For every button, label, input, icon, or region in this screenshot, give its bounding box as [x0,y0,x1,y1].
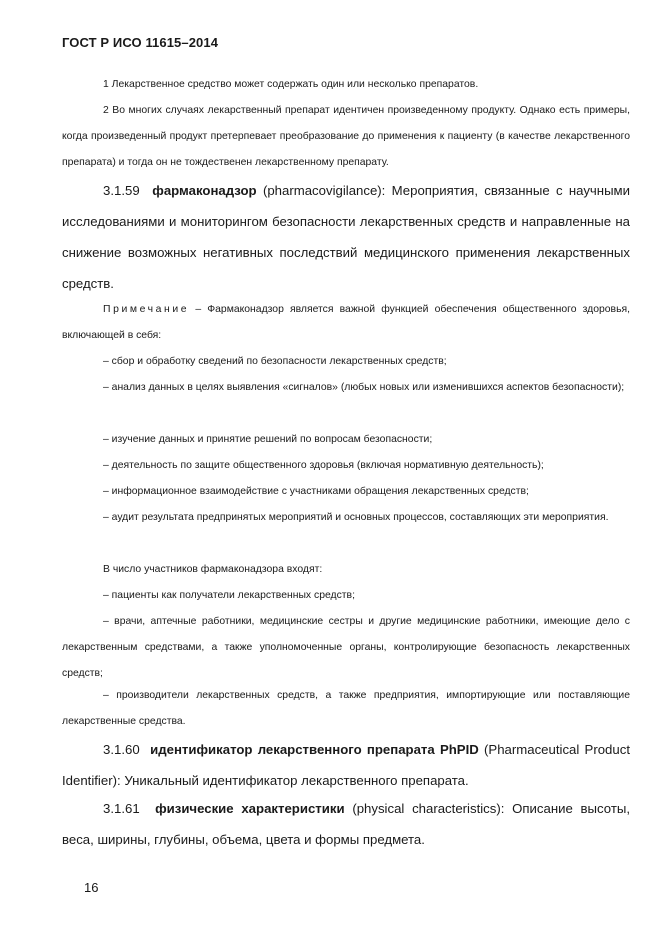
term-definition: Мероприятия, связанные с научными исследованиями и мониторингом безопасности лекарственных средств и направленные на снижение возможных негативных последствий медицинского применения лекарственных средств. [62,183,630,291]
list-item: – аудит результата предпринятых мероприятий и основных процессов, составляющих эти мероприятия. [103,512,609,523]
term-3-1-61 [62,793,630,855]
term-definition: Уникальный идентификатор лекарственного препарата. [124,773,469,788]
term-title: фармаконадзор [152,183,257,198]
list-item: – производители лекарственных средств, а также предприятия, импортирующие или поставляющие лекарственные средства. [62,690,630,727]
note-1: 1 Лекарственное средство может содержать один или несколько препаратов. [103,79,479,90]
list-item: – сбор и обработку сведений по безопасности лекарственных средств; [103,356,447,367]
document-header: ГОСТ Р ИСО 11615–2014 [62,35,219,50]
term-3-1-60 [62,734,630,796]
term-definition: Описание высоты, веса, ширины, глубины, объема, цвета и формы предмета. [62,801,630,847]
note-text: – Фармаконадзор является важной функцией обеспечения общественного здоровья, включающей в себя: [62,304,630,341]
note-block-intro [62,297,630,349]
list-item: – пациенты как получатели лекарственных средств; [103,590,355,601]
term-number: 3.1.60 [103,742,140,757]
term-english: (pharmacovigilance): [262,183,386,198]
participants-intro: В число участников фармаконадзора входят: [103,564,323,575]
term-number: 3.1.59 [103,183,140,198]
term-title: идентификатор лекарственного препарата PhPID [150,742,479,757]
list-item: – врачи, аптечные работники, медицинские сестры и другие медицинские работники, имеющие дело с лекарственным средствами, а также уполномоченные органы, контролирующие безопасность лекарственных средств; [62,616,630,679]
note-2: 2 Во многих случаях лекарственный препарат идентичен произведенному продукту. Однако есть примеры, когда произведенный продукт претерпевает преобразование до применения к пациенту (в качестве лекарственного препарата) и тогда он не тождественен лекарственному препарату. [62,105,630,168]
term-number: 3.1.61 [103,801,140,816]
term-3-1-59 [62,175,630,299]
term-title: физические характеристики [155,801,345,816]
page-number: 16 [84,880,99,895]
list-item: – анализ данных в целях выявления «сигналов» (любых новых или изменившихся аспектов безопасности); [103,382,625,393]
term-english: (physical characteristics): [352,801,505,816]
list-item: – информационное взаимодействие с участниками обращения лекарственных средств; [103,486,529,497]
list-item: – изучение данных и принятие решений по вопросам безопасности; [103,434,433,445]
list-item: – деятельность по защите общественного здоровья (включая нормативную деятельность); [103,460,544,471]
term-english: (Pharmaceutical Product Identifier): [62,742,630,788]
note-label: Примечание [103,304,190,315]
